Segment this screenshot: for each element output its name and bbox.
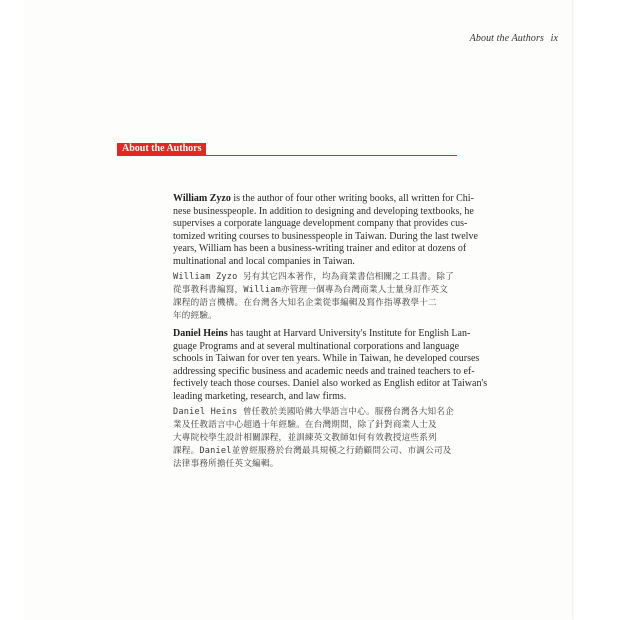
author-bio-zh-daniel	[173, 406, 463, 471]
section-heading: About the Authors	[117, 143, 206, 155]
bio-zh-line: 法律事務所擔任英文編輯。	[173, 459, 279, 469]
running-head-title: About the Authors	[469, 33, 544, 44]
page-number: ix	[550, 33, 558, 44]
bio-line: nese businesspeople. In addition to designing and developing textbooks, he	[173, 205, 474, 217]
bio-zh-line: 從事教科書編寫，William亦管理一個專為台灣商業人士量身訂作英文	[173, 285, 449, 295]
bio-line: addressing specific business and academic needs and trained teachers to ef-	[173, 365, 475, 377]
bio-zh-line: 大專院校學生設計相關課程，並訓練英文教師如何有效教授這些系列	[173, 433, 437, 443]
bio-line: tomized writing courses to businesspeople in Taiwan. During the last twelve	[173, 230, 478, 242]
author-name: William Zyzo	[173, 193, 231, 204]
bio-line: schools in Taiwan for over ten years. While in Taiwan, he developed courses	[173, 353, 480, 365]
bio-line: Daniel Heins has taught at Harvard University's Institute for English Lan-	[173, 328, 471, 339]
bio-line: fectively teach those courses. Daniel also worked as English editor at Taiwan's	[173, 378, 488, 390]
bio-line: multinational and local companies in Taiwan.	[173, 255, 355, 267]
bio-zh-line: Daniel Heins 曾任教於美國哈佛大學語言中心。服務台灣各大知名企	[173, 407, 454, 417]
bio-line: William Zyzo is the author of four other writing books, all written for Chi-	[173, 193, 474, 204]
bio-line: leading marketing, research, and law firms.	[173, 390, 347, 402]
section-banner	[117, 143, 457, 155]
bio-line: guage Programs and at several multinational corporations and language	[173, 340, 460, 352]
author-bio-zh-william	[173, 271, 463, 323]
running-head	[470, 33, 558, 44]
bio-zh-line: 業及任教語言中心超過十年經驗。在台灣期間，除了針對商業人士及	[173, 420, 437, 430]
author-bio-en-daniel	[173, 328, 488, 404]
bio-line: years, William has been a business-writing trainer and editor at dozens of	[173, 243, 467, 255]
bio-zh-line: 課程的語言機構。在台灣各大知名企業從事編輯及寫作指導教學十二	[173, 298, 437, 308]
author-bio-en-william	[173, 193, 478, 269]
author-name: Daniel Heins	[173, 328, 228, 339]
bio-zh-line: 課程。Daniel並曾經服務於台灣最具規模之行銷顧問公司、市調公司及	[173, 446, 452, 456]
bio-zh-line: William Zyzo 另有其它四本著作，均為商業書信相關之工具書。除了	[173, 272, 454, 282]
bio-zh-line: 年的經驗。	[173, 311, 217, 321]
bio-line: supervises a corporate language development company that provides cus-	[173, 218, 468, 230]
section-rule	[117, 155, 457, 156]
